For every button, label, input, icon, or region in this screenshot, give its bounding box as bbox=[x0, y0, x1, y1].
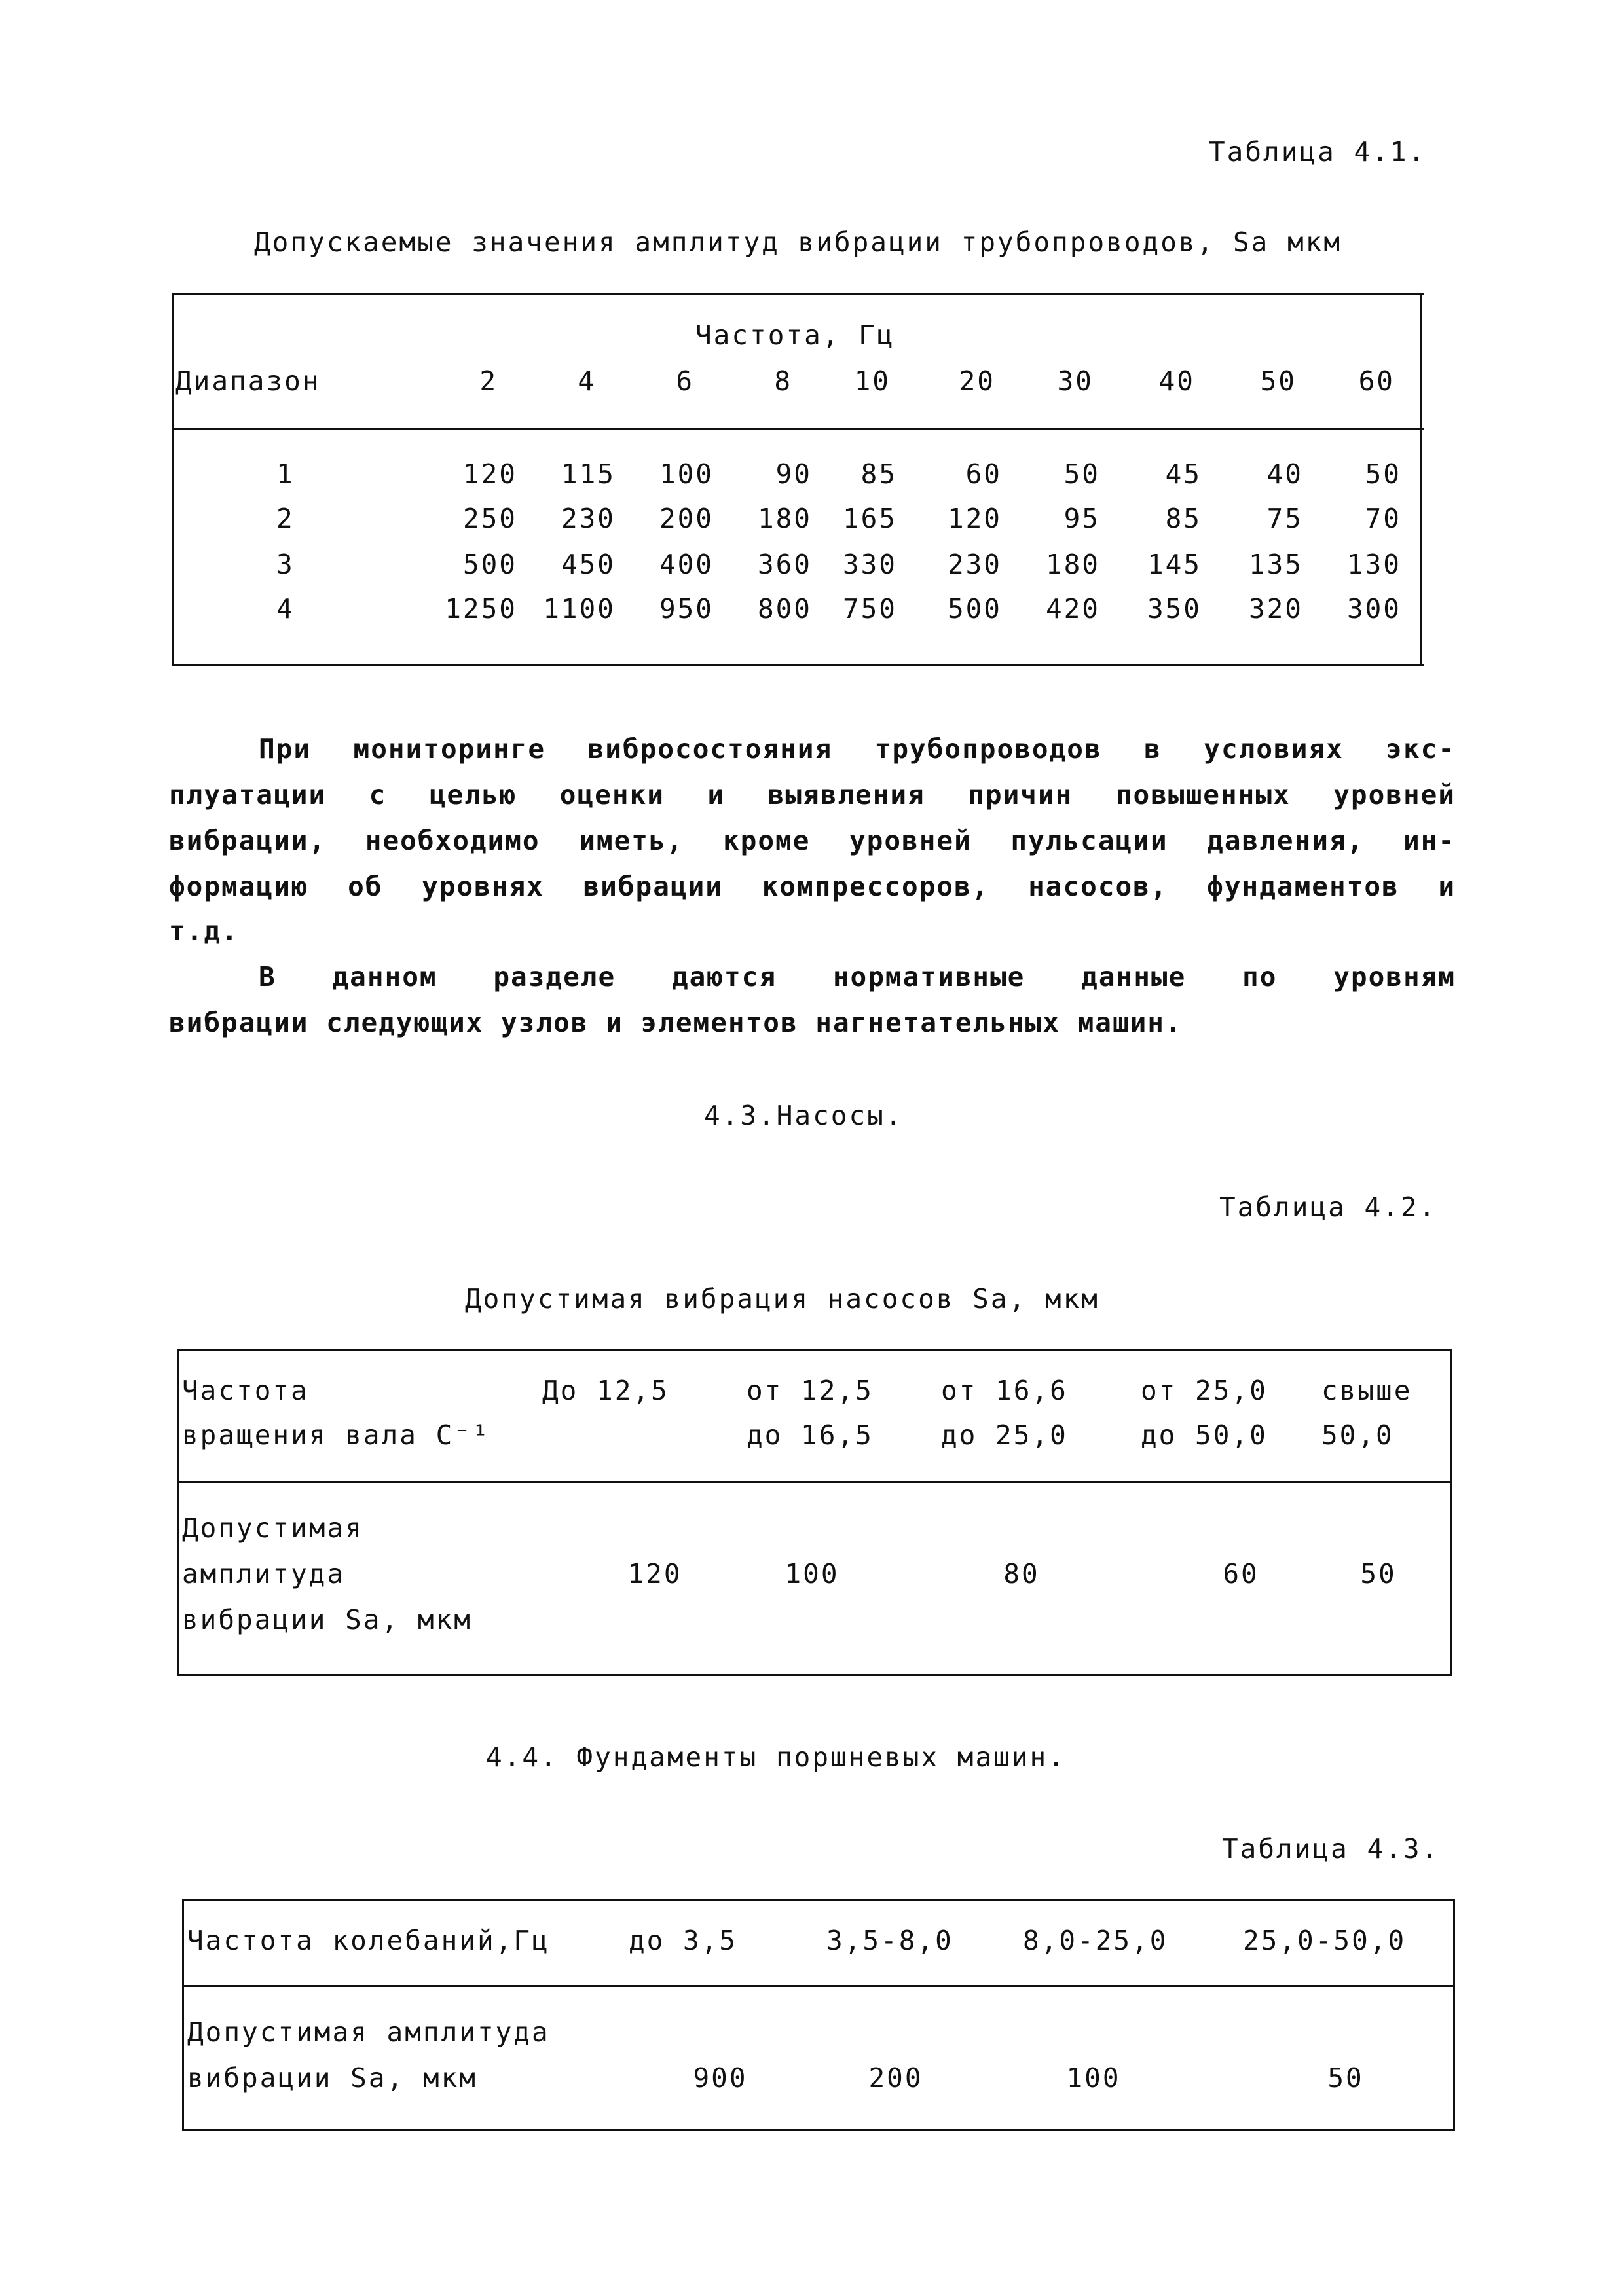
column-header: до 3,5 bbox=[629, 1925, 738, 1956]
column-header: 50 bbox=[1260, 365, 1297, 397]
column-header: До 12,5 bbox=[542, 1375, 669, 1406]
table-cell: 360 bbox=[757, 549, 812, 580]
column-header: от 16,6 bbox=[941, 1375, 1068, 1406]
table-cell: 85 bbox=[1165, 503, 1202, 534]
row-header: Частота колебаний,Гц bbox=[187, 1925, 550, 1956]
column-header: от 12,5 bbox=[747, 1375, 874, 1406]
paragraph-line: плуатации с целью оценки и выявления причин повышенных уровней bbox=[169, 779, 1456, 811]
table-cell: 400 bbox=[659, 549, 714, 580]
section-heading: 4.4. Фундаменты поршневых машин. bbox=[486, 1741, 1066, 1773]
row-header: вибрации Sa, мкм bbox=[182, 1604, 472, 1635]
column-header: 3,5-8,0 bbox=[826, 1925, 953, 1956]
table-cell: 2 bbox=[276, 503, 295, 534]
table-cell: 200 bbox=[659, 503, 714, 534]
table-cell: 165 bbox=[842, 503, 897, 534]
table-cell: 85 bbox=[860, 458, 897, 490]
table-cell: 100 bbox=[1066, 2062, 1121, 2094]
table-cell: 180 bbox=[1045, 549, 1100, 580]
table-cell: 80 bbox=[1003, 1558, 1040, 1590]
table-cell: 1250 bbox=[445, 593, 517, 625]
table-cell: 250 bbox=[462, 503, 517, 534]
paragraph-line: вибрации следующих узлов и элементов нагнетательных машин. bbox=[169, 1007, 1183, 1038]
table-caption: Таблица 4.2. bbox=[1219, 1192, 1437, 1223]
table-cell: 45 bbox=[1165, 458, 1202, 490]
paragraph-line: При мониторинге вибросостояния трубопроводов в условиях экс- bbox=[259, 733, 1456, 765]
column-header: 30 bbox=[1057, 365, 1094, 397]
column-header: 40 bbox=[1158, 365, 1195, 397]
table-cell: 200 bbox=[868, 2062, 923, 2094]
table-cell: 230 bbox=[947, 549, 1002, 580]
column-header: 25,0-50,0 bbox=[1243, 1925, 1407, 1956]
paragraph-line: В данном разделе даются нормативные данные по уровням bbox=[259, 961, 1456, 993]
table-cell: 1 bbox=[276, 458, 295, 490]
paragraph-line: т.д. bbox=[169, 915, 239, 947]
table-cell: 1100 bbox=[543, 593, 616, 625]
table-cell: 950 bbox=[659, 593, 714, 625]
table-cell: 450 bbox=[561, 549, 616, 580]
paragraph-line: формацию об уровнях вибрации компрессоров, насосов, фундаментов и bbox=[169, 871, 1456, 902]
table-title: Допускаемые значения амплитуд вибрации трубопроводов, Sa мкм bbox=[254, 227, 1342, 258]
paragraph-line: вибрации, необходимо иметь, кроме уровней пульсации давления, ин- bbox=[169, 825, 1456, 856]
table-cell: 75 bbox=[1266, 503, 1303, 534]
table-cell: 135 bbox=[1248, 549, 1303, 580]
table-cell: 350 bbox=[1147, 593, 1202, 625]
table-cell: 95 bbox=[1063, 503, 1100, 534]
row-header: Допустимая амплитуда bbox=[187, 2016, 550, 2048]
table-cell: 50 bbox=[1063, 458, 1100, 490]
table-cell: 300 bbox=[1346, 593, 1401, 625]
table-cell: 145 bbox=[1147, 549, 1202, 580]
table-title: Допустимая вибрация насосов Sa, мкм bbox=[465, 1283, 1099, 1315]
table-cell: 900 bbox=[693, 2062, 748, 2094]
table-cell: 50 bbox=[1327, 2062, 1364, 2094]
table-cell: 120 bbox=[627, 1558, 682, 1590]
column-header: 20 bbox=[959, 365, 995, 397]
table-cell: 60 bbox=[1223, 1558, 1259, 1590]
column-header: 4 bbox=[578, 365, 596, 397]
row-header: вращения вала С⁻¹ bbox=[182, 1419, 490, 1451]
table-cell: 420 bbox=[1045, 593, 1100, 625]
table-cell: 40 bbox=[1266, 458, 1303, 490]
table-cell: 120 bbox=[947, 503, 1002, 534]
column-header: 60 bbox=[1358, 365, 1395, 397]
column-header: 10 bbox=[854, 365, 891, 397]
table-cell: 70 bbox=[1365, 503, 1401, 534]
column-header: 50,0 bbox=[1321, 1419, 1394, 1451]
table-cell: 500 bbox=[462, 549, 517, 580]
table-cell: 50 bbox=[1365, 458, 1401, 490]
table-caption: Таблица 4.3. bbox=[1222, 1833, 1440, 1865]
column-header: 8,0-25,0 bbox=[1023, 1925, 1168, 1956]
row-header: вибрации Sa, мкм bbox=[187, 2062, 477, 2094]
table-cell: 750 bbox=[842, 593, 897, 625]
column-header: 6 bbox=[676, 365, 694, 397]
table-cell: 50 bbox=[1360, 1558, 1397, 1590]
column-header: Диапазон bbox=[175, 365, 321, 397]
table-cell: 230 bbox=[561, 503, 616, 534]
table-cell: 100 bbox=[784, 1558, 840, 1590]
column-header: 8 bbox=[774, 365, 792, 397]
table-caption: Таблица 4.1. bbox=[1209, 136, 1427, 168]
column-header: Частота, Гц bbox=[695, 319, 895, 351]
table-cell: 90 bbox=[775, 458, 812, 490]
table-cell: 800 bbox=[757, 593, 812, 625]
table-cell: 3 bbox=[276, 549, 295, 580]
column-header: 2 bbox=[479, 365, 498, 397]
table-cell: 100 bbox=[659, 458, 714, 490]
table-cell: 180 bbox=[757, 503, 812, 534]
row-header: амплитуда bbox=[182, 1558, 346, 1590]
table-cell: 115 bbox=[561, 458, 616, 490]
table-cell: 4 bbox=[276, 593, 295, 625]
row-header: Допустимая bbox=[182, 1512, 363, 1544]
column-header: до 16,5 bbox=[747, 1419, 874, 1451]
table-cell: 120 bbox=[462, 458, 517, 490]
table-cell: 60 bbox=[965, 458, 1002, 490]
table-cell: 330 bbox=[842, 549, 897, 580]
column-header: до 25,0 bbox=[941, 1419, 1068, 1451]
table-cell: 320 bbox=[1248, 593, 1303, 625]
table-cell: 130 bbox=[1346, 549, 1401, 580]
column-header: свыше bbox=[1321, 1375, 1412, 1406]
column-header: от 25,0 bbox=[1141, 1375, 1268, 1406]
row-header: Частота bbox=[182, 1375, 309, 1406]
column-header: до 50,0 bbox=[1141, 1419, 1268, 1451]
section-heading: 4.3.Насосы. bbox=[704, 1100, 904, 1131]
table-cell: 500 bbox=[947, 593, 1002, 625]
